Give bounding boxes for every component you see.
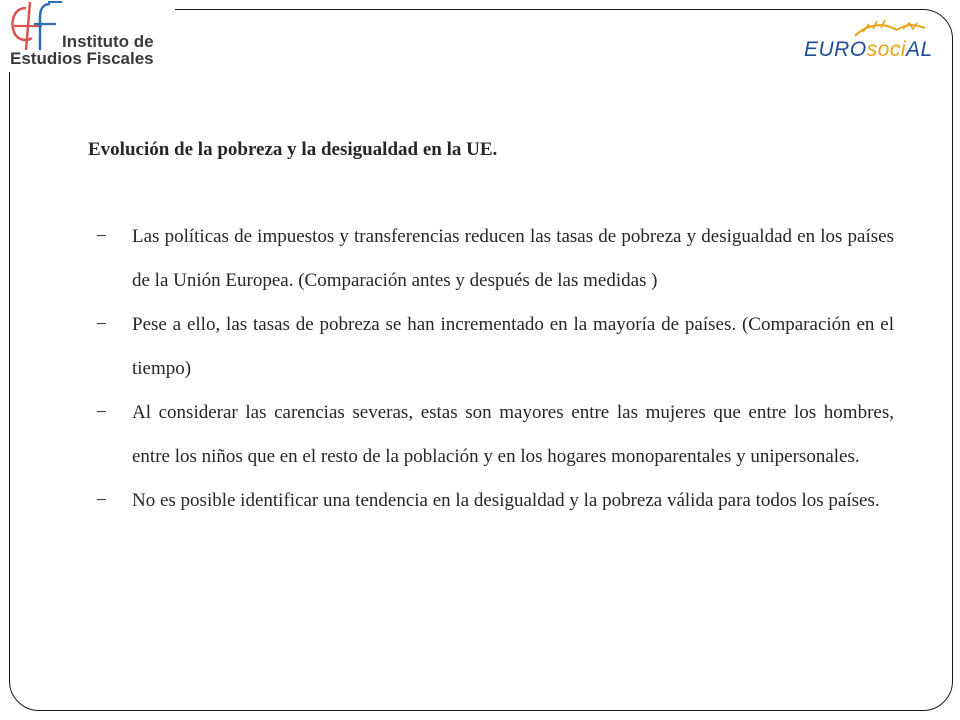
eurosocial-wordmark xyxy=(804,38,933,62)
bullet-item xyxy=(96,303,894,391)
bullet-dash: − xyxy=(96,490,107,511)
ief-logo-line2: Estudios Fiscales xyxy=(10,49,154,68)
bullet-dash: − xyxy=(96,226,107,247)
bullet-list xyxy=(96,215,894,523)
slide-title: Evolución de la pobreza y la desigualdad en la UE. xyxy=(88,139,498,160)
bullet-item xyxy=(96,479,894,523)
ief-logo-text xyxy=(10,33,170,67)
bullet-dash: − xyxy=(96,314,107,335)
bullet-item xyxy=(96,391,894,479)
eurosocial-wordmark-al: AL xyxy=(906,38,933,61)
eurosocial-birds-icon xyxy=(853,18,928,40)
eurosocial-logo xyxy=(798,16,938,68)
eurosocial-wordmark-euro: EURO xyxy=(804,38,867,61)
bullet-text: Pese a ello, las tasas de pobreza se han incrementado en la mayoría de países. (Comparación en el tiempo) xyxy=(132,314,894,379)
bullet-dash: − xyxy=(96,402,107,423)
ief-logo xyxy=(0,0,175,72)
bullet-text: Al considerar las carencias severas, estas son mayores entre las mujeres que entre los hombres, entre los niños que en el resto de la población y en los hogares monoparentales y unipersonales. xyxy=(132,402,894,467)
bullet-item xyxy=(96,215,894,303)
eurosocial-wordmark-soci: soci xyxy=(866,38,907,61)
ief-logo-line1: Instituto de xyxy=(62,32,154,51)
bullet-text: No es posible identificar una tendencia en la desigualdad y la pobreza válida para todos los países. xyxy=(132,490,880,511)
bullet-text: Las políticas de impuestos y transferencias reducen las tasas de pobreza y desigualdad en los países de la Unión Europea. (Comparación antes y después de las medidas ) xyxy=(132,226,894,291)
